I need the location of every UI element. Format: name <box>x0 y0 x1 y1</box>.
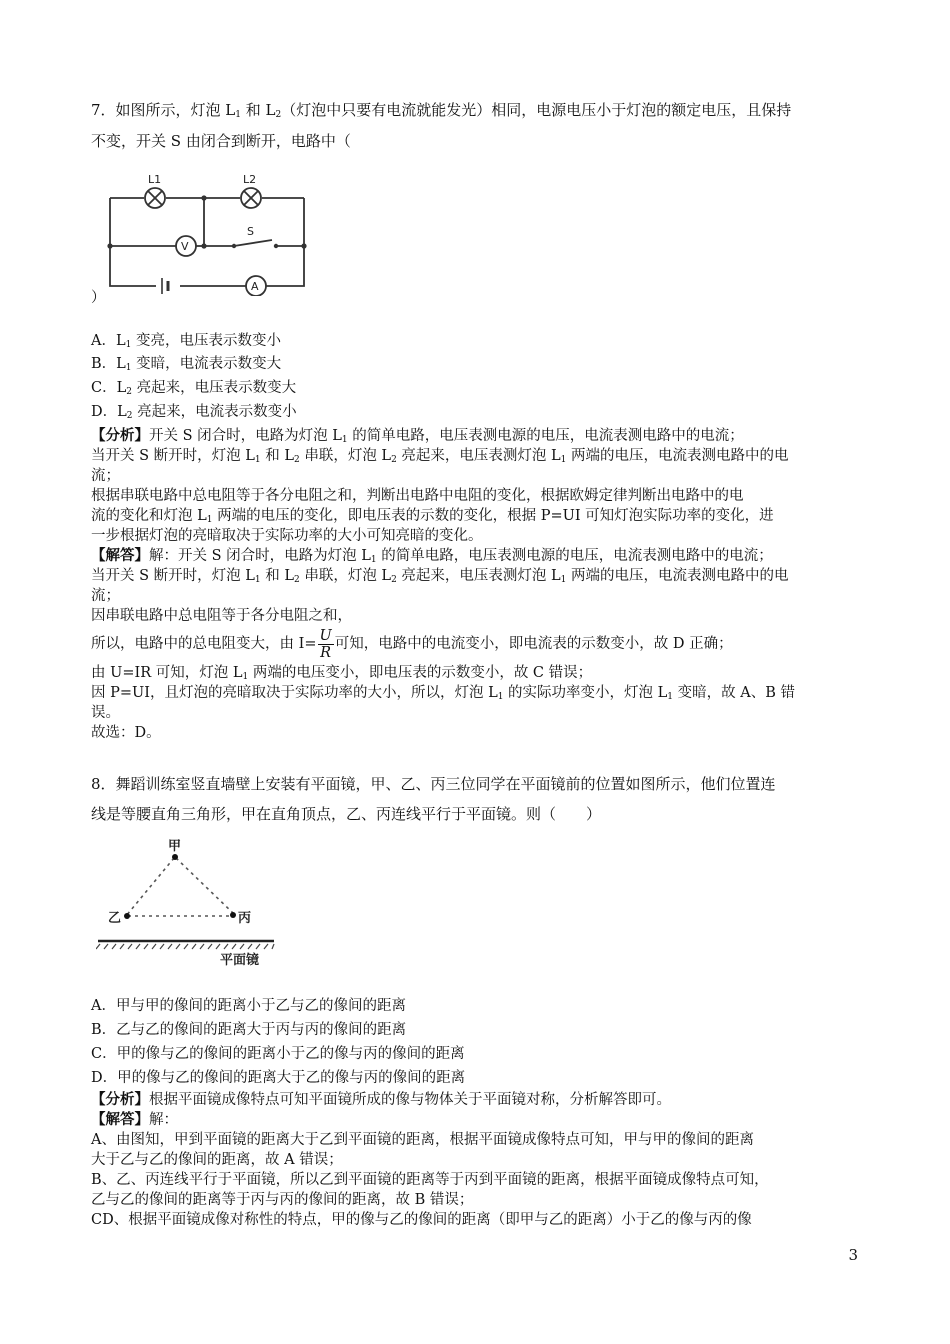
subscript: 2 <box>126 387 132 397</box>
q8-answer-line2: A、由图知，甲到平面镜的距离大于乙到平面镜的距离，根据平面镜成像特点可知，甲与甲的像间的距离 <box>91 1132 754 1148</box>
q7-analysis-line3: 流； <box>91 468 120 484</box>
label-jia: 甲 <box>168 839 182 854</box>
text-span: 两端的电压的变化，即电压表的示数的变化，根据 P=UI 可知灯泡实际功率的变化，进 <box>212 508 774 524</box>
text-span: 两端的电压变小，即电压表的示数变小，故 C 错误； <box>248 665 593 681</box>
q8-answer-line1 <box>91 1110 178 1130</box>
q7-answer-line3: 流； <box>91 588 120 604</box>
subscript: 2 <box>293 575 300 585</box>
label-s: S <box>247 225 254 238</box>
text-span: 两端的电压，电流表测电路中的电 <box>566 448 789 464</box>
label-a: A <box>251 280 259 293</box>
q8-option-c: C．甲的像与乙的像间的距离小于乙的像与丙的像间的距离 <box>91 1046 465 1062</box>
q8-answer-line5: 乙与乙的像间的距离等于丙与丙的像间的距离，故 B 错误； <box>91 1192 474 1208</box>
q8-option-a: A．甲与甲的像间的距离小于乙与乙的像间的距离 <box>91 998 406 1014</box>
q8-answer-line6: CD、根据平面镜成像对称性的特点，甲的像与乙的像间的距离（即甲与乙的距离）小于乙的像与丙的像 <box>91 1212 752 1228</box>
label-yi: 乙 <box>108 911 122 926</box>
q7-answer-line8: 误。 <box>91 705 120 721</box>
text-span: 的简单电路，电压表测电源的电压，电流表测电路中的电流； <box>376 548 773 564</box>
q7-answer-line2 <box>91 566 789 590</box>
text-span: 亮起来，电压表测灯泡 L <box>396 568 561 584</box>
label-l1: L1 <box>148 173 162 186</box>
q7-analysis-line2 <box>91 446 789 470</box>
q8-option-d: D．甲的像与乙的像间的距离大于乙的像与丙的像间的距离 <box>91 1070 466 1086</box>
q8-option-b: B．乙与乙的像间的距离大于丙与丙的像间的距离 <box>91 1022 407 1038</box>
q7-answer-line9: 故选：D。 <box>91 725 161 741</box>
subscript: 1 <box>206 515 213 525</box>
text-span: 串联，灯泡 L <box>299 448 392 464</box>
q7-stem-line2: 不变，开关 S 由闭合到断开，电路中（ <box>91 132 351 150</box>
q7-analysis-line4: 根据串联电路中总电阻等于各分电阻之和，判断出电路中电阻的变化，根据欧姆定律判断出电路中的电 <box>91 488 744 504</box>
fraction-u-over-r <box>318 628 334 661</box>
q7-option-b <box>91 354 281 378</box>
q8-stem-line1: 8．舞蹈训练室竖直墙壁上安装有平面镜，甲、乙、丙三位同学在平面镜前的位置如图所示，他们位置连 <box>91 775 776 793</box>
q7-option-d <box>91 402 297 426</box>
analysis-tag: 【分析】 <box>91 1091 149 1108</box>
text-span: 7．如图所示，灯泡 L <box>91 101 236 119</box>
text-span: 由 U=IR 可知，灯泡 L <box>91 665 243 681</box>
subscript: 1 <box>254 575 261 585</box>
subscript: 1 <box>125 363 132 373</box>
text-span: 因 P=UI，且灯泡的亮暗取决于实际功率的大小，所以，灯泡 L <box>91 685 498 701</box>
text-span: 和 L <box>260 568 294 584</box>
subscript: 2 <box>293 455 300 465</box>
text-span: D．L <box>91 404 127 420</box>
subscript: 1 <box>667 692 674 702</box>
text-span: B．L <box>91 356 126 372</box>
text-span: 开关 S 闭合时，电路为灯泡 L <box>149 428 342 444</box>
text-span: 所以，电路中的总电阻变大，由 I= <box>91 636 317 652</box>
text-span: 和 L <box>241 101 276 119</box>
text-span: 的简单电路，电压表测电源的电压，电流表测电路中的电流； <box>347 428 744 444</box>
fraction-denominator: R <box>320 644 332 661</box>
answer-tag: 【解答】 <box>91 547 149 564</box>
text-span: 当开关 S 断开时，灯泡 L <box>91 568 255 584</box>
subscript: 1 <box>560 575 567 585</box>
text-span: 串联，灯泡 L <box>299 568 392 584</box>
q7-option-c <box>91 378 296 402</box>
subscript: 1 <box>370 555 377 565</box>
q8-mirror-diagram <box>96 836 286 970</box>
subscript: 1 <box>242 672 249 682</box>
q7-stem-line1 <box>91 100 791 125</box>
label-l2: L2 <box>243 173 257 186</box>
text-span: 流的变化和灯泡 L <box>91 508 207 524</box>
text-span: A．L <box>91 333 126 349</box>
text-span: 当开关 S 断开时，灯泡 L <box>91 448 255 464</box>
subscript: 1 <box>341 435 348 445</box>
analysis-tag: 【分析】 <box>91 427 149 444</box>
q7-analysis-line6: 一步根据灯泡的亮暗取决于实际功率的大小可知亮暗的变化。 <box>91 528 483 544</box>
q8-stem-line2: 线是等腰直角三角形，甲在直角顶点，乙、丙连线平行于平面镜。则（ ） <box>91 805 602 823</box>
text-span: 亮起来，电压表测灯泡 L <box>396 448 561 464</box>
q7-answer-line7 <box>91 683 795 707</box>
subscript: 1 <box>254 455 261 465</box>
label-mirror: 平面镜 <box>220 953 260 968</box>
label-v: V <box>181 240 189 253</box>
q8-analysis <box>91 1090 671 1110</box>
text-span: 变暗，故 A、B 错 <box>673 685 795 701</box>
q7-answer-line5 <box>91 626 733 662</box>
text-span: 和 L <box>260 448 294 464</box>
text-span: 变亮，电压表示数变小 <box>131 333 281 349</box>
q7-option-a <box>91 331 281 355</box>
q8-answer-line3: 大于乙与乙的像间的距离，故 A 错误； <box>91 1152 343 1168</box>
text-span: 亮起来，电压表示数变大 <box>131 380 297 396</box>
subscript: 2 <box>126 411 133 421</box>
fraction-numerator: U <box>319 627 332 644</box>
text-span: 两端的电压，电流表测电路中的电 <box>566 568 789 584</box>
q7-circuit-diagram <box>100 168 315 296</box>
subscript: 2 <box>391 575 397 585</box>
text-span: 根据平面镜成像特点可知平面镜所成的像与物体关于平面镜对称，分析解答即可。 <box>149 1092 671 1108</box>
subscript: 2 <box>391 455 397 465</box>
q8-answer-line4: B、乙、丙连线平行于平面镜，所以乙到平面镜的距离等于丙到平面镜的距离，根据平面镜成像特点可知， <box>91 1172 769 1188</box>
subscript: 1 <box>125 340 132 350</box>
text-span: 解：开关 S 闭合时，电路为灯泡 L <box>149 548 371 564</box>
text-span: 的实际功率变小，灯泡 L <box>503 685 668 701</box>
text-span: （灯泡中只要有电流就能发光）相同，电源电压小于灯泡的额定电压，且保持 <box>281 101 792 119</box>
answer-tag: 【解答】 <box>91 1111 149 1128</box>
subscript: 1 <box>497 692 504 702</box>
q7-close-paren: ） <box>91 290 106 306</box>
text-span: 可知，电路中的电流变小，即电流表的示数变小，故 D 正确； <box>334 636 733 652</box>
q7-answer-line4: 因串联电路中总电阻等于各分电阻之和， <box>91 608 352 624</box>
subscript: 1 <box>235 110 242 120</box>
subscript: 2 <box>275 110 282 120</box>
page-number: 3 <box>848 1246 858 1264</box>
label-bing: 丙 <box>238 911 252 926</box>
text-span: 亮起来，电流表示数变小 <box>132 404 297 420</box>
text-span: 变暗，电流表示数变大 <box>131 356 282 372</box>
subscript: 1 <box>560 455 567 465</box>
text-span: 解： <box>149 1112 178 1128</box>
text-span: C．L <box>91 380 127 396</box>
